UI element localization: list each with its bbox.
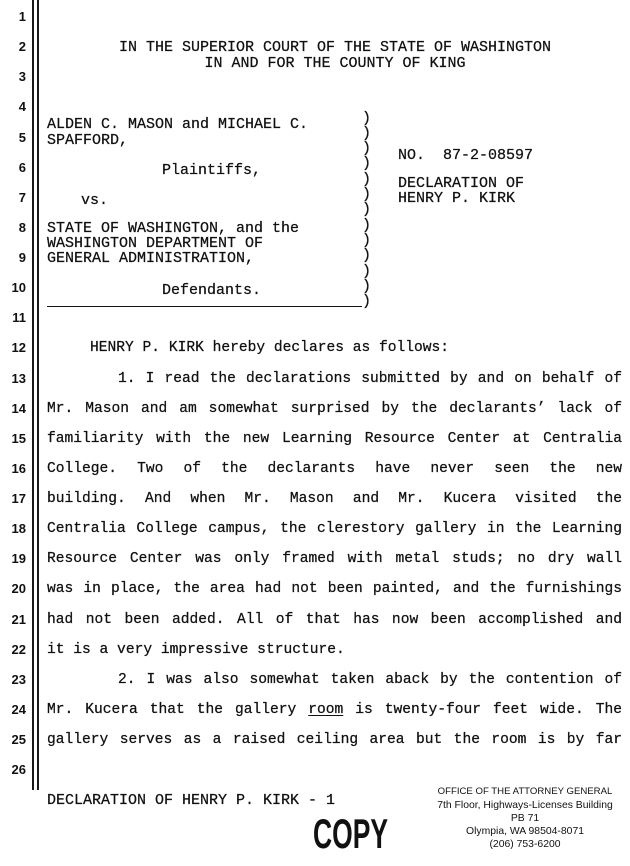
paragraph-2-line: gallery serves as a raised ceiling area but the room is by far: [47, 732, 622, 749]
caption-paren: ): [362, 201, 372, 219]
line-number: 14: [11, 400, 26, 416]
caption-paren: ): [362, 170, 372, 188]
paragraph-2-line: 2. I was also somewhat taken aback by the contention of: [118, 671, 622, 688]
line-number: 17: [11, 491, 26, 506]
line-number: 9: [18, 250, 26, 265]
line-number: 16: [11, 460, 26, 476]
paragraph-1-line: 1. I read the declarations submitted by and on behalf of: [118, 370, 622, 387]
paragraph-1-line: was in place, the area had not been painted, and the furnishings: [47, 581, 622, 598]
caption-underline: [47, 306, 362, 307]
line-number: 3: [18, 69, 26, 85]
plaintiffs-name: ALDEN C. MASON and MICHAEL C.: [47, 115, 309, 133]
versus-label: vs.: [81, 191, 109, 209]
office-phone: (206) 753-6200: [489, 839, 561, 851]
paragraph-1-line: building. And when Mr. Mason and Mr. Kucera visited the: [47, 491, 622, 508]
document-title: HENRY P. KIRK: [398, 189, 516, 207]
line-number: 26: [11, 762, 26, 778]
paragraph-1-line: it is a very impressive structure.: [47, 641, 345, 658]
document-title: DECLARATION OF: [398, 174, 525, 192]
line-number: 11: [12, 310, 26, 326]
case-number: NO. 87-2-08597: [398, 146, 534, 164]
line-number: 12: [11, 340, 26, 356]
paragraph-1-line: Mr. Mason and am somewhat surprised by the declarants’ lack of: [47, 400, 622, 417]
office-box: PB 71: [510, 812, 540, 824]
declaration-body: [47, 333, 622, 755]
line-number: 24: [11, 701, 26, 717]
paragraph-1-line: had not been added. All of that has now been accomplished and: [47, 611, 622, 628]
line-number: 1: [18, 9, 26, 24]
line-number: 2: [18, 39, 26, 55]
paragraph-2-line: [47, 695, 622, 725]
court-county: IN AND FOR THE COUNTY OF KING: [204, 54, 466, 72]
caption-paren: ): [362, 124, 372, 142]
caption-paren: ): [362, 155, 372, 173]
line-number: 7: [18, 189, 26, 205]
line-number: 8: [18, 219, 26, 235]
office-city: Olympia, WA 98504-8071: [465, 825, 584, 837]
line-number: 15: [11, 430, 26, 446]
caption-paren: ): [362, 140, 372, 158]
caption-paren: ): [362, 278, 372, 296]
caption-paren: ): [362, 262, 372, 280]
margin-rule-right: [37, 0, 39, 790]
defendants-name: GENERAL ADMINISTRATION,: [47, 249, 255, 267]
defendants-label: Defendants.: [162, 281, 262, 299]
plaintiffs-name: SPAFFORD,: [47, 131, 129, 149]
copy-stamp: COPY: [313, 810, 388, 857]
line-number: 25: [11, 732, 26, 747]
caption-paren: ): [362, 293, 372, 311]
court-name: IN THE SUPERIOR COURT OF THE STATE OF WASHINGTON: [118, 38, 552, 56]
line-number: 13: [11, 370, 26, 386]
attorney-general-address: [425, 785, 625, 851]
caption-paren-column: [362, 111, 374, 310]
line-number: 19: [11, 551, 26, 567]
plaintiffs-label: Plaintiffs,: [162, 161, 262, 179]
margin-rule-left: [32, 0, 34, 790]
line-number: 4: [18, 99, 26, 115]
caption-paren: ): [362, 216, 372, 234]
line-number: 21: [11, 611, 26, 627]
line-number: 6: [18, 159, 26, 175]
paragraph-1-line: Centralia College campus, the clerestory gallery in the Learning: [47, 521, 622, 538]
caption-paren: ): [362, 232, 372, 250]
office-floor: 7th Floor, Highways-Licenses Building: [437, 799, 613, 811]
paragraph-1-line: familiarity with the new Learning Resource Center at Centralia: [47, 430, 622, 447]
line-number: 23: [11, 671, 26, 687]
paragraph-2-text: is twenty-four feet wide. The: [343, 701, 622, 718]
footer-document-label: DECLARATION OF HENRY P. KIRK - 1: [47, 791, 336, 809]
line-number-column: [0, 2, 26, 785]
line-number: 22: [11, 641, 26, 657]
line-number: 18: [11, 521, 26, 537]
caption-paren: ): [362, 186, 372, 204]
intro-line: HENRY P. KIRK hereby declares as follows:: [90, 340, 450, 357]
line-number: 5: [18, 129, 26, 145]
caption-paren: ): [362, 247, 372, 265]
office-name: OFFICE OF THE ATTORNEY GENERAL: [437, 786, 613, 798]
line-number: 20: [11, 581, 26, 597]
paragraph-1-line: Resource Center was only framed with metal studs; no dry wall: [47, 551, 622, 568]
underlined-word: room: [308, 701, 344, 718]
line-number: 10: [11, 280, 26, 296]
defendants-name: STATE OF WASHINGTON, and the: [47, 219, 300, 237]
caption-paren: ): [362, 109, 372, 127]
paragraph-1-line: College. Two of the declarants have never seen the new: [47, 460, 622, 477]
paragraph-2-text: Mr. Kucera that the gallery: [47, 701, 309, 718]
defendants-name: WASHINGTON DEPARTMENT OF: [47, 234, 264, 252]
